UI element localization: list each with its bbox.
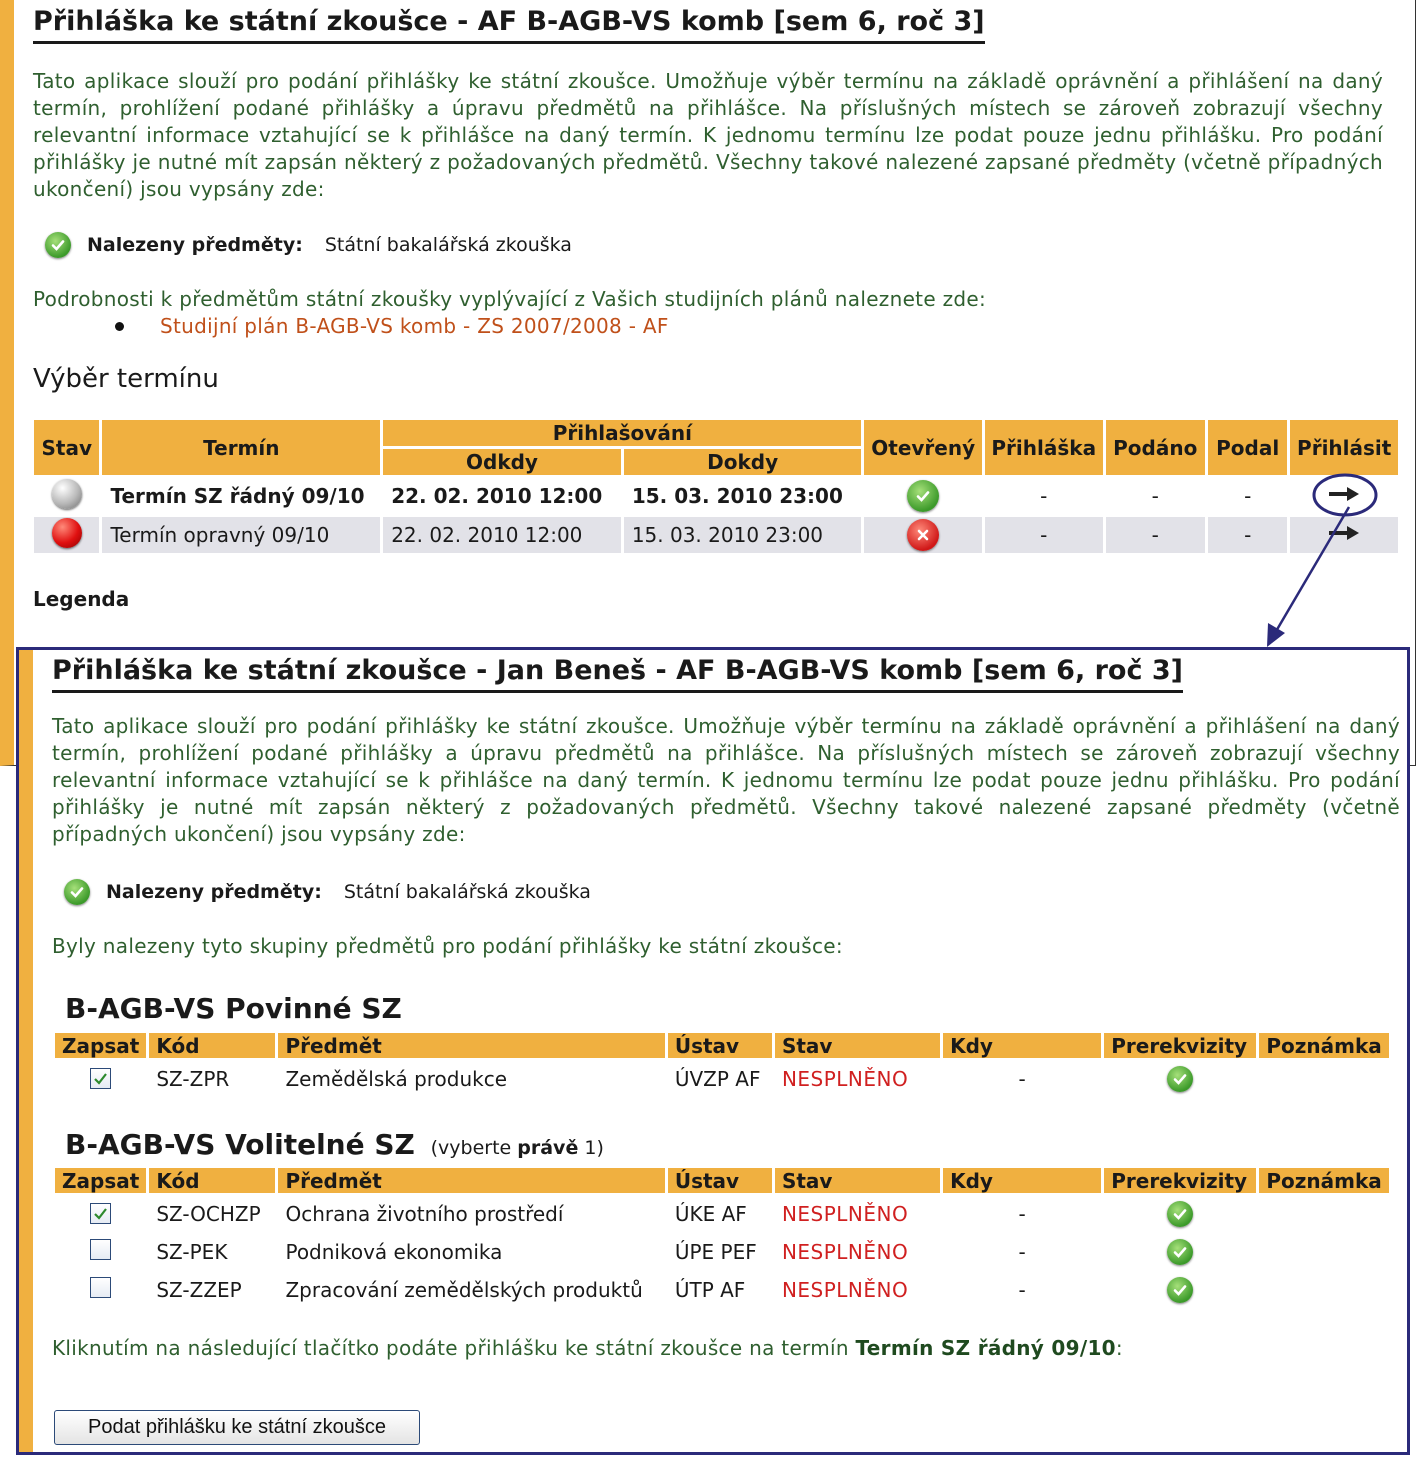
term-name: Termín SZ řádný 09/10 xyxy=(110,484,365,508)
col-podal: Podal xyxy=(1208,420,1287,475)
col-ustav: Ústav xyxy=(668,1033,772,1058)
col-poznamka: Poznámka xyxy=(1259,1168,1389,1193)
col-zapsat: Zapsat xyxy=(55,1168,146,1193)
submit-instruction-prefix: Kliknutím na následující tlačítko podáte přihlášku ke státní zkoušce na termín xyxy=(52,1336,849,1360)
study-plan-link[interactable]: Studijní plán B-AGB-VS komb - ZS 2007/2008 - AF xyxy=(160,314,669,338)
submit-term: Termín SZ řádný 09/10 xyxy=(855,1336,1116,1360)
application-cell: - xyxy=(1040,484,1048,508)
details-text: Podrobnosti k předmětům státní zkoušky vyplývající z Vašich studijních plánů naleznete zde: xyxy=(33,287,987,311)
enroll-checkbox[interactable] xyxy=(90,1277,111,1298)
grey-status-icon xyxy=(52,479,82,509)
enroll-checkbox[interactable] xyxy=(90,1068,111,1089)
submitted-by-cell: - xyxy=(1208,517,1287,553)
submit-instruction-suffix: : xyxy=(1115,1336,1123,1360)
subject-name: Ochrana životního prostředí xyxy=(285,1201,564,1226)
subject-code: SZ-ZZEP xyxy=(156,1277,242,1302)
enroll-checkbox[interactable] xyxy=(90,1203,111,1224)
col-dokdy: Dokdy xyxy=(624,449,862,475)
table-row xyxy=(55,1234,1389,1269)
subject-note xyxy=(1259,1234,1389,1269)
found-value: Státní bakalářská zkouška xyxy=(343,881,591,903)
selection-note-bold: právě xyxy=(517,1137,579,1159)
table-row xyxy=(55,1196,1389,1231)
selection-note-suffix: 1) xyxy=(584,1137,604,1159)
subject-note xyxy=(1259,1272,1389,1307)
col-odkdy: Odkdy xyxy=(383,449,621,475)
red-status-icon xyxy=(52,518,82,548)
submitted-cell: - xyxy=(1151,484,1159,508)
submit-application-button[interactable]: Podat přihlášku ke státní zkoušce xyxy=(54,1410,420,1445)
selection-note xyxy=(425,1137,604,1159)
subject-institute: ÚKE AF xyxy=(674,1201,747,1226)
subject-note xyxy=(1259,1061,1389,1096)
mandatory-subjects-table xyxy=(52,1030,1392,1099)
col-ustav: Ústav xyxy=(668,1168,772,1193)
enroll-checkbox[interactable] xyxy=(90,1239,111,1260)
check-icon xyxy=(45,232,71,258)
subject-institute: ÚVZP AF xyxy=(674,1066,761,1091)
check-icon xyxy=(64,879,90,905)
subject-status: NESPLNĚNO xyxy=(781,1201,909,1226)
subject-when: - xyxy=(1018,1277,1026,1302)
col-prihlasovani: Přihlašování xyxy=(383,420,861,446)
col-stav: Stav xyxy=(775,1168,940,1193)
table-row xyxy=(55,1061,1389,1096)
col-prihlasit: Přihlásit xyxy=(1290,420,1398,475)
intro-text: Tato aplikace slouží pro podání přihlášky ke státní zkoušce. Umožňuje výběr termínu na základě oprávnění a přihlášení na daný termín, prohlížení podané přihlášky a úpravu předmětů na přihlášce. Na příslušných místech se zároveň zobrazují všechny relevantní informace vztahující se k přihlášce na daný termín. K jednomu termínu lze podat pouze jednu přihlášku. Pro podání přihlášky je nutné mít zapsán některý z požadovaných předmětů. Všechny takové nalezené zapsané předměty (včetně případných ukončení) jsou vypsány zde: xyxy=(52,714,1400,846)
application-cell: - xyxy=(985,517,1103,553)
group-title-mandatory: B-AGB-VS Povinné SZ xyxy=(65,992,402,1025)
accent-bar xyxy=(19,650,33,1452)
col-stav: Stav xyxy=(34,420,99,475)
subject-status: NESPLNĚNO xyxy=(781,1239,909,1264)
selection-note-prefix: (vyberte xyxy=(430,1137,512,1159)
intro-text: Tato aplikace slouží pro podání přihlášky ke státní zkoušce. Umožňuje výběr termínu na základě oprávnění a přihlášení na daný termín, prohlížení podané přihlášky a úpravu předmětů na přihlášce. Na příslušných místech se zároveň zobrazují všechny relevantní informace vztahující se k přihlášce na daný termín. K jednomu termínu lze podat pouze jednu přihlášku. Pro podání přihlášky je nutné mít zapsán některý z požadovaných předmětů. Všechny takové nalezené zapsané předměty (včetně případných ukončení) jsou vypsány zde: xyxy=(33,69,1383,201)
subject-code: SZ-ZPR xyxy=(156,1066,230,1091)
page-title: Přihláška ke státní zkoušce - AF B-AGB-VS komb [sem 6, roč 3] xyxy=(33,6,985,44)
table-row xyxy=(55,1272,1389,1307)
found-label: Nalezeny předměty: xyxy=(106,881,322,903)
check-icon xyxy=(907,480,939,512)
col-kdy: Kdy xyxy=(943,1168,1101,1193)
x-icon xyxy=(907,519,939,551)
bullet-icon xyxy=(115,322,124,331)
col-kod: Kód xyxy=(149,1033,275,1058)
subject-when: - xyxy=(1018,1239,1026,1264)
application-title: Přihláška ke státní zkoušce - Jan Beneš - AF B-AGB-VS komb [sem 6, roč 3] xyxy=(52,655,1183,693)
col-kod: Kód xyxy=(149,1168,275,1193)
found-label: Nalezeny předměty: xyxy=(87,234,303,256)
status-cell xyxy=(34,478,99,514)
table-row xyxy=(34,478,1398,514)
prerequisite-ok-icon xyxy=(1167,1239,1193,1265)
col-zapsat: Zapsat xyxy=(55,1033,146,1058)
elective-subjects-table xyxy=(52,1165,1392,1310)
open-cell xyxy=(864,478,982,514)
col-poznamka: Poznámka xyxy=(1259,1033,1389,1058)
application-window xyxy=(16,647,1410,1455)
col-prerekvizity: Prerekvizity xyxy=(1104,1168,1256,1193)
submit-instruction xyxy=(52,1336,1123,1360)
col-prihlaska: Přihláška xyxy=(985,420,1103,475)
group-title-elective-text: B-AGB-VS Volitelné SZ xyxy=(65,1128,415,1161)
col-podano: Podáno xyxy=(1106,420,1205,475)
subject-when: - xyxy=(1018,1201,1026,1226)
found-subjects xyxy=(45,232,572,258)
term-to: 15. 03. 2010 23:00 xyxy=(624,517,862,553)
subject-institute: ÚTP AF xyxy=(674,1277,746,1302)
subject-code: SZ-OCHZP xyxy=(156,1201,261,1226)
col-otevreny: Otevřený xyxy=(864,420,982,475)
subject-code: SZ-PEK xyxy=(156,1239,228,1264)
col-predmet: Předmět xyxy=(278,1033,664,1058)
subject-status: NESPLNĚNO xyxy=(781,1066,909,1091)
col-stav: Stav xyxy=(775,1033,940,1058)
group-title-elective xyxy=(65,1128,604,1161)
subject-name: Zpracování zemědělských produktů xyxy=(285,1277,643,1302)
term-from: 22. 02. 2010 12:00 xyxy=(391,484,603,508)
prerequisite-ok-icon xyxy=(1167,1066,1193,1092)
col-kdy: Kdy xyxy=(943,1033,1101,1058)
prerequisite-ok-icon xyxy=(1167,1201,1193,1227)
col-predmet: Předmět xyxy=(278,1168,664,1193)
submitted-by-cell: - xyxy=(1244,484,1252,508)
term-to: 15. 03. 2010 23:00 xyxy=(631,484,843,508)
subject-institute: ÚPE PEF xyxy=(674,1239,757,1264)
term-from: 22. 02. 2010 12:00 xyxy=(383,517,621,553)
table-row xyxy=(34,517,1398,553)
subject-name: Zemědělská produkce xyxy=(285,1066,508,1091)
found-subjects xyxy=(64,879,591,905)
subject-when: - xyxy=(1018,1066,1026,1091)
legend-title: Legenda xyxy=(33,587,130,611)
groups-text: Byly nalezeny tyto skupiny předmětů pro podání přihlášky ke státní zkoušce: xyxy=(52,934,843,958)
checkmark-icon xyxy=(93,1206,108,1221)
prerequisite-ok-icon xyxy=(1167,1277,1193,1303)
subject-note xyxy=(1259,1196,1389,1231)
subject-status: NESPLNĚNO xyxy=(781,1277,909,1302)
status-cell xyxy=(34,517,99,553)
plan-list-item xyxy=(115,314,669,338)
subject-name: Podniková ekonomika xyxy=(285,1239,503,1264)
checkmark-icon xyxy=(93,1071,108,1086)
submitted-cell: - xyxy=(1106,517,1205,553)
section-title: Výběr termínu xyxy=(33,364,219,394)
found-value: Státní bakalářská zkouška xyxy=(324,234,572,256)
term-name: Termín opravný 09/10 xyxy=(102,517,380,553)
callout-arrow xyxy=(1255,505,1365,650)
terms-table xyxy=(31,417,1401,556)
col-termin: Termín xyxy=(102,420,380,475)
open-cell xyxy=(864,517,982,553)
col-prerekvizity: Prerekvizity xyxy=(1104,1033,1256,1058)
